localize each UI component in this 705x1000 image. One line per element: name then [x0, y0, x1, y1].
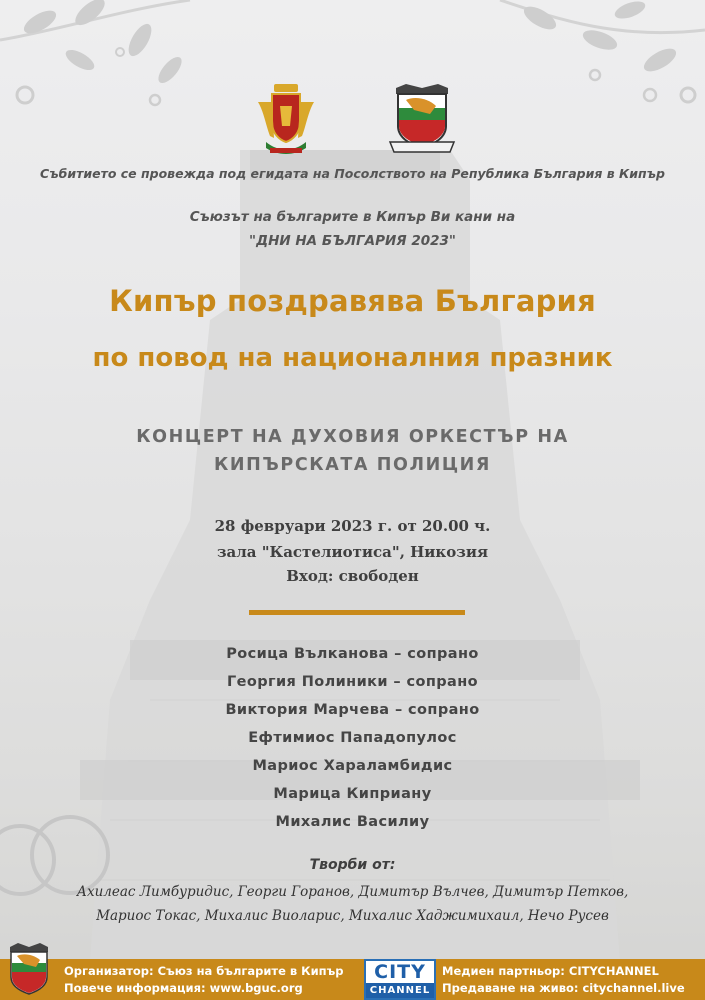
- footer-organizer-block: [64, 963, 343, 997]
- more-info-link[interactable]: Повече информация: www.bguc.org: [64, 981, 303, 995]
- event-datetime: 28 февруари 2023 г. от 20.00 ч.: [214, 517, 491, 535]
- live-stream-link[interactable]: Предаване на живо: citychannel.live: [442, 981, 685, 995]
- gold-divider: [249, 610, 465, 615]
- performer-item: Виктория Марчева – сопрано: [225, 702, 480, 718]
- media-partner-text: Медиен партньор: CITYCHANNEL: [442, 964, 659, 978]
- works-line-1: Ахилеас Лимбуридис, Георги Горанов, Димитър Вълчев, Димитър Петков,: [76, 884, 629, 900]
- city-logo-top: CITY: [374, 961, 426, 983]
- performer-item: Ефтимиос Пападопулос: [248, 730, 457, 746]
- performer-item: Михалис Василиу: [275, 814, 430, 830]
- main-title-line-1: Кипър поздравява България: [109, 284, 596, 318]
- works-line-2: Мариос Токас, Михалис Виоларис, Михалис Хаджимихаил, Нечо Русев: [96, 908, 609, 924]
- citychannel-logo: [364, 959, 436, 1000]
- performer-item: Марица Киприану: [273, 786, 432, 802]
- organizer-text: Организатор: Съюз на българите в Кипър: [64, 964, 344, 978]
- bulgarian-coat-of-arms-icon: [254, 82, 318, 156]
- invite-line-1: Съюзът на българите в Кипър Ви кани на: [189, 209, 516, 225]
- performer-item: Георгия Полиники – сопрано: [226, 674, 479, 690]
- performers-list: [0, 644, 705, 840]
- union-emblem-icon: [2, 941, 56, 999]
- city-logo-bottom: CHANNEL: [366, 983, 434, 998]
- works-label: Творби от:: [309, 857, 396, 873]
- aegis-text: Събитието се провежда под егидата на Посолството на Република България в Кипър: [40, 166, 665, 181]
- concert-heading-line-2: КИПЪРСКАТА ПОЛИЦИЯ: [214, 455, 491, 475]
- footer-media-block: [442, 963, 685, 997]
- main-title-line-2: по повод на националния празник: [92, 343, 613, 373]
- logo-row: [0, 80, 705, 160]
- invite-line-2: "ДНИ НА БЪЛГАРИЯ 2023": [249, 233, 456, 249]
- event-venue: зала "Кастелиотиса", Никозия: [216, 543, 489, 561]
- performer-item: Мариос Хараламбидис: [252, 758, 453, 774]
- event-entry: Вход: свободен: [286, 567, 419, 585]
- concert-heading-line-1: КОНЦЕРТ НА ДУХОВИЯ ОРКЕСТЪР НА: [136, 427, 569, 447]
- performer-item: Росица Вълканова – сопрано: [226, 646, 479, 662]
- union-emblem-icon: [384, 80, 460, 156]
